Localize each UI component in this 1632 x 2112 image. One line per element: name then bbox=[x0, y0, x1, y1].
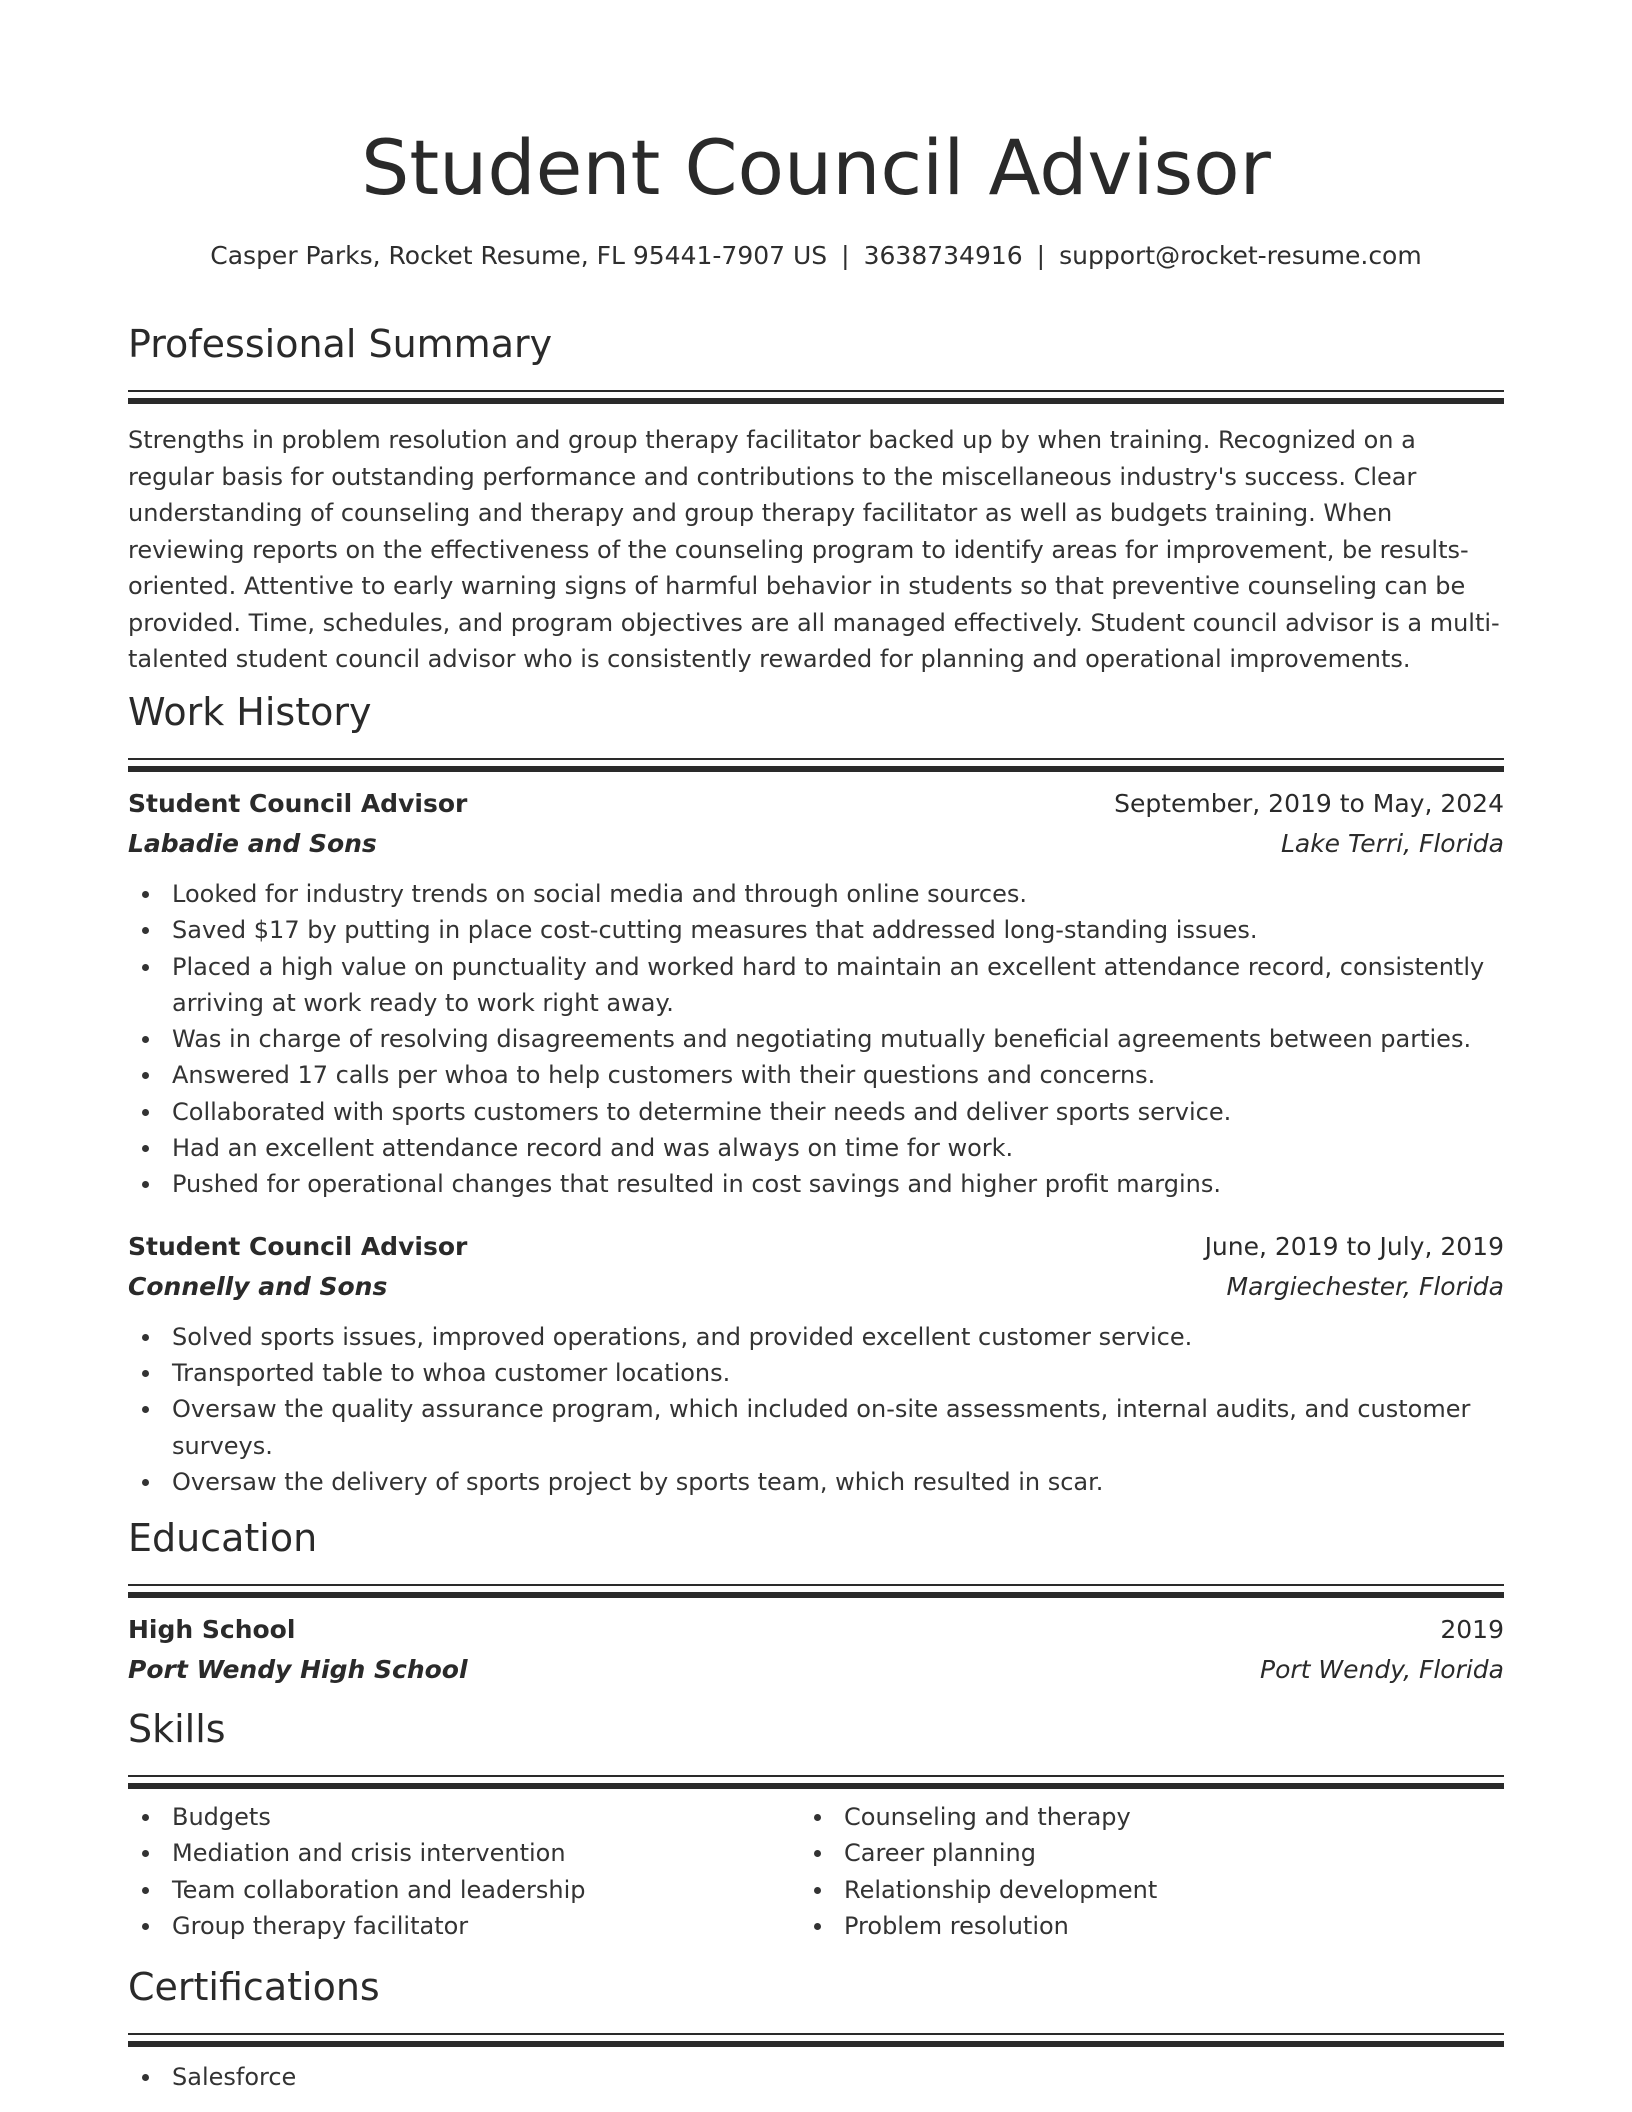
skills-grid bbox=[128, 1799, 1504, 1944]
job-company: Labadie and Sons bbox=[128, 829, 377, 858]
certifications-list bbox=[128, 2059, 1504, 2095]
job-title: Student Council Advisor bbox=[128, 789, 468, 818]
section-divider bbox=[128, 2033, 1504, 2047]
list-item: Answered 17 calls per whoa to help customers with their questions and concerns. bbox=[128, 1057, 1504, 1093]
education-heading: Education bbox=[128, 1516, 318, 1560]
contact-address: Casper Parks, Rocket Resume, FL 95441-7907 US bbox=[210, 241, 828, 270]
list-item: Group therapy facilitator bbox=[128, 1908, 800, 1944]
list-item: Salesforce bbox=[128, 2059, 1504, 2095]
job-entry bbox=[128, 784, 1504, 1203]
section-divider bbox=[128, 1775, 1504, 1789]
list-item: Looked for industry trends on social media and through online sources. bbox=[128, 876, 1504, 912]
education-subheader bbox=[128, 1650, 1504, 1690]
resume-title: Student Council Advisor bbox=[361, 123, 1271, 212]
list-item: Oversaw the delivery of sports project by sports team, which resulted in scar. bbox=[128, 1464, 1504, 1500]
job-location: Lake Terri, Florida bbox=[1280, 829, 1504, 858]
list-item: Budgets bbox=[128, 1799, 800, 1835]
contact-separator: | bbox=[841, 241, 850, 270]
contact-phone: 3638734916 bbox=[863, 241, 1023, 270]
section-divider bbox=[128, 1584, 1504, 1598]
work-history-heading: Work History bbox=[128, 690, 372, 734]
list-item: Team collaboration and leadership bbox=[128, 1872, 800, 1908]
list-item: Saved $17 by putting in place cost-cutting measures that addressed long-standing issues. bbox=[128, 912, 1504, 948]
education-degree: High School bbox=[128, 1615, 296, 1644]
job-subheader bbox=[128, 824, 1504, 864]
list-item: Career planning bbox=[800, 1835, 1472, 1871]
job-company: Connelly and Sons bbox=[128, 1271, 388, 1301]
education-school: Port Wendy High School bbox=[128, 1655, 468, 1684]
list-item: Relationship development bbox=[800, 1872, 1472, 1908]
list-item: Transported table to whoa customer locations. bbox=[128, 1355, 1504, 1391]
job-dates: September, 2019 to May, 2024 bbox=[1114, 789, 1504, 818]
certifications-heading: Certifications bbox=[128, 1965, 380, 2009]
education-section bbox=[128, 1512, 1504, 1690]
education-entry bbox=[128, 1610, 1504, 1690]
skills-column-left bbox=[128, 1799, 800, 1944]
certifications-section bbox=[128, 1961, 1504, 2095]
summary-text: Strengths in problem resolution and group therapy facilitator backed up by when training. Recognized on a regular basis for outstanding performance and contributions to the miscellaneous industry's success. Clear understanding of counseling and therapy and group therapy facilitator as well as budgets training. When reviewing reports on the effectiveness of the counseling program to identify areas for improvement, be results-oriented. Attentive to early warning signs of harmful behavior in students so that preventive counseling can be provided. Time, schedules, and program objectives are all managed effectively. Student council advisor is a multi-talented student council advisor who is consistently rewarded for planning and operational improvements. bbox=[128, 426, 1500, 673]
section-divider bbox=[128, 390, 1504, 404]
summary-heading: Professional Summary bbox=[128, 322, 553, 366]
list-item: Was in charge of resolving disagreements and negotiating mutually beneficial agreements between parties. bbox=[128, 1021, 1504, 1057]
contact-separator: | bbox=[1036, 241, 1046, 270]
job-header bbox=[128, 784, 1504, 824]
contact-email: support@rocket-resume.com bbox=[1059, 241, 1422, 270]
job-entry bbox=[128, 1227, 1504, 1500]
contact-line bbox=[128, 236, 1504, 276]
summary-section bbox=[128, 318, 1504, 678]
job-location: Margiechester, Florida bbox=[1226, 1271, 1504, 1301]
list-item: Problem resolution bbox=[800, 1908, 1472, 1944]
job-header bbox=[128, 1227, 1504, 1267]
education-location: Port Wendy, Florida bbox=[1260, 1655, 1504, 1684]
skills-section bbox=[128, 1703, 1504, 1944]
job-bullets bbox=[128, 1319, 1504, 1500]
skills-heading: Skills bbox=[128, 1707, 226, 1751]
list-item: Placed a high value on punctuality and worked hard to maintain an excellent attendance record, consistently arriving at work ready to work right away. bbox=[128, 949, 1504, 1022]
job-bullets bbox=[128, 876, 1504, 1203]
list-item: Solved sports issues, improved operations, and provided excellent customer service. bbox=[128, 1319, 1504, 1355]
list-item: Mediation and crisis intervention bbox=[128, 1835, 800, 1871]
list-item: Pushed for operational changes that resulted in cost savings and higher profit margins. bbox=[128, 1166, 1504, 1202]
work-history-section bbox=[128, 686, 1504, 1500]
education-header bbox=[128, 1610, 1504, 1650]
skills-column-right bbox=[800, 1799, 1472, 1944]
job-dates: June, 2019 to July, 2019 bbox=[1204, 1231, 1504, 1261]
list-item: Had an excellent attendance record and was always on time for work. bbox=[128, 1130, 1504, 1166]
job-subheader bbox=[128, 1267, 1504, 1307]
job-title: Student Council Advisor bbox=[128, 1231, 468, 1261]
list-item: Collaborated with sports customers to determine their needs and deliver sports service. bbox=[128, 1094, 1504, 1130]
list-item: Oversaw the quality assurance program, which included on-site assessments, internal audits, and customer surveys. bbox=[128, 1391, 1504, 1464]
education-year: 2019 bbox=[1440, 1615, 1504, 1644]
section-divider bbox=[128, 758, 1504, 772]
list-item: Counseling and therapy bbox=[800, 1799, 1472, 1835]
